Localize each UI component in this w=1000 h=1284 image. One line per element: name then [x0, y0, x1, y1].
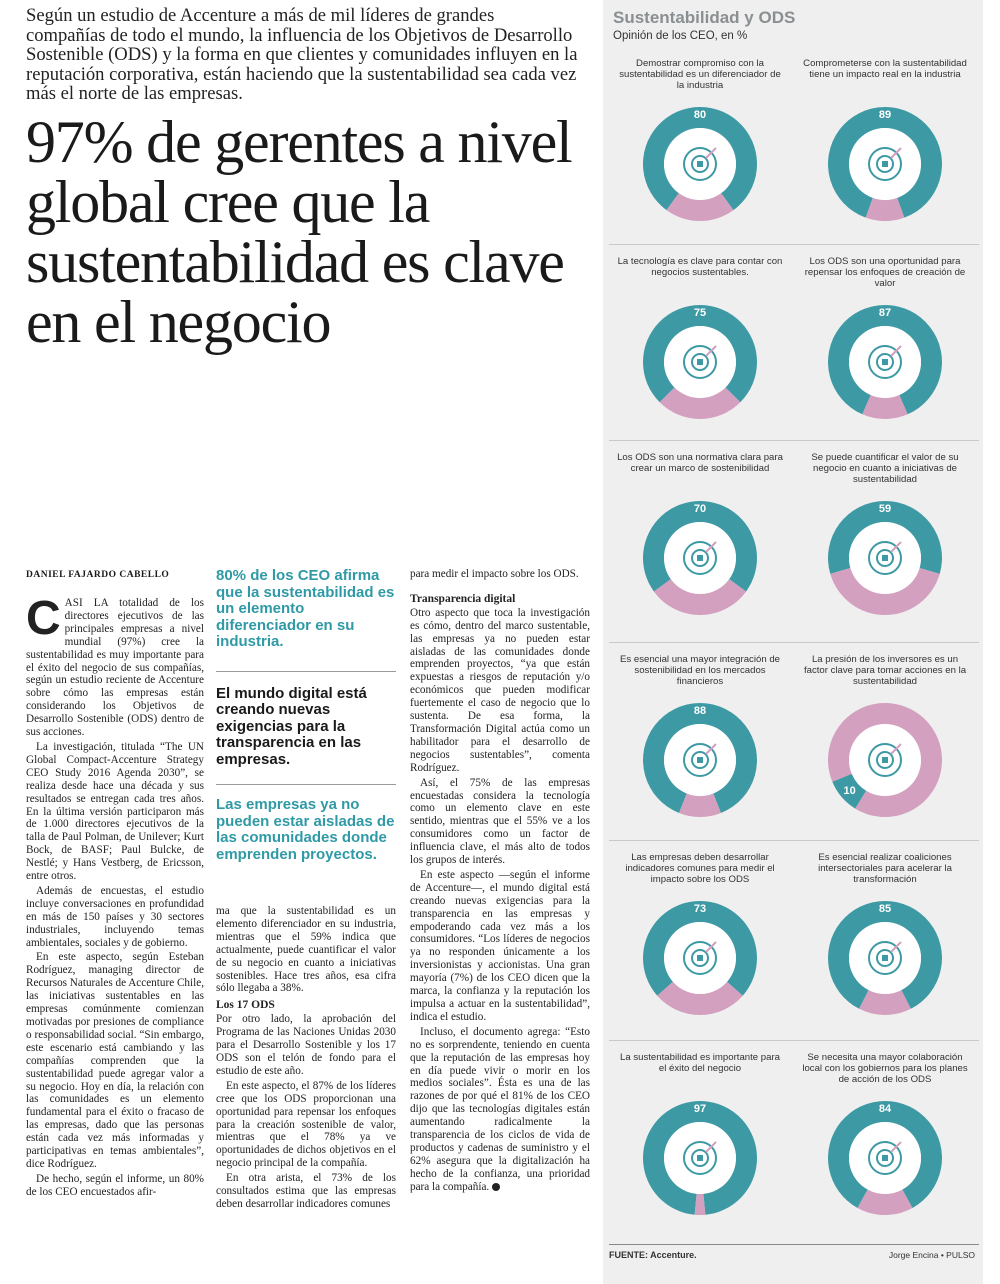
article-column-2	[216, 905, 396, 1213]
article-column-3	[410, 568, 590, 1196]
panel-caption: Es esencial una mayor integración de sostenibilidad en los mercados financieros	[620, 654, 780, 687]
divider	[216, 671, 396, 672]
paragraph: Por otro lado, la aprobación del Programa de las Naciones Unidas 2030 para el Desarrollo Sostenible y los 17 ODS son el telón de fondo para el estudio de este año.	[216, 1013, 396, 1077]
divider	[216, 784, 396, 785]
donut-panel	[615, 1044, 785, 1232]
panel-caption: Es esencial realizar coaliciones intersectoriales para acelerar la transformación	[818, 852, 952, 885]
donut-value-label: 73	[693, 903, 707, 915]
article-column-1	[26, 592, 205, 1201]
paragraph: ASI LA totalidad de los directores ejecutivos de las principales empresas a nivel mundial (97%) cree la sustentabilidad es muy importante para el éxito del negocio de sus compañías, según un estudio reciente de Accenture sobre cómo las empresas están considerando los Objetivos de Desarrollo Sostenible (ODS) dentro de sus acciones.	[26, 597, 204, 739]
donut-value-label: 70	[693, 503, 707, 515]
infographic-title: Sustentabilidad y ODS	[613, 8, 796, 27]
donut-panel	[800, 50, 970, 238]
donut-panel	[800, 248, 970, 436]
panel-caption: Comprometerse con la sustentabilidad tiene un impacto real en la industria	[803, 58, 967, 80]
donut-value-label: 85	[878, 903, 892, 915]
pull-quote-3: Las empresas ya no pueden estar aisladas de las comunidades donde emprenden proyectos.	[216, 796, 395, 863]
paragraph	[410, 1026, 590, 1194]
donut-panel	[800, 646, 970, 834]
divider	[609, 642, 979, 643]
donut-chart	[640, 104, 760, 224]
donut-panel	[800, 1044, 970, 1232]
donut-chart	[640, 498, 760, 618]
paragraph: En este aspecto —según el informe de Accenture—, el mundo digital está creando nuevas exigencias para la transparencia en las empresas y empoderando cada vez más a los consumidores. “Los líderes de negocios ya no responden únicamente a los inversionistas y accionistas. Una gran mayoría (7%) de los CEO dicen que la marca, la confianza y la reputación los impulsa a actuar en la sustentabilidad”, indica el estudio.	[410, 868, 590, 1023]
panel-caption: Se puede cuantificar el valor de su negocio en cuanto a iniciativas de sustentabilidad	[811, 452, 959, 485]
donut-value-label: 75	[693, 307, 707, 319]
infographic-subtitle: Opinión de los CEO, en %	[613, 30, 748, 42]
divider	[609, 1244, 979, 1245]
donut-value-label: 87	[878, 307, 892, 319]
paragraph: ma que la sustentabilidad es un elemento diferenciador en su industria, mientras que el 59% indica que actualmente, puede cuantificar el valor de su negocio en cuanto a iniciativas sostenibles. Hace tres años, esa cifra sólo llegaba a 38%.	[216, 905, 396, 995]
donut-value-label: 10	[843, 785, 856, 798]
paragraph: Así, el 75% de las empresas encuestadas considera la tecnología como un elemento clave en este sentido, mientras que el 55% ve a los consumidores como un factor de influencia clave, el más alto de todos los grupos de interés.	[410, 776, 590, 867]
paragraph: para medir el impacto sobre los ODS.	[410, 568, 579, 580]
credit-note: Jorge Encina • PULSO	[888, 1250, 975, 1260]
paragraph: De hecho, según el informe, un 80% de los CEO encuestados afir-	[26, 1172, 204, 1198]
donut-value-label: 59	[878, 503, 892, 515]
donut-chart	[825, 498, 945, 618]
donut-chart	[825, 700, 945, 820]
donut-chart	[825, 302, 945, 422]
donut-chart	[825, 104, 945, 224]
paragraph: Además de encuestas, el estudio incluye conversaciones en profundidad en más de 150 países y 30 sectores industriales, incluyendo temas ambientales, sociales y de gobierno.	[26, 884, 204, 949]
drop-cap: C	[26, 592, 61, 645]
donut-panel	[615, 844, 785, 1032]
paragraph: En este aspecto, según Esteban Rodríguez, managing director de Recursos Naturales de Accenture Chile, las iniciativas sustentables en las empresas comúnmente comienzan motivadas por presiones de compliance o responsabilidad social. “Sin embargo, este escenario está cambiando y las compañías comprenden que la sustentabilidad puede agregar valor a su negocio. Hoy en día, la relación con las comunidades es un elemento fundamental para el éxito o fracaso de las empresas, dado que las personas están cada vez más informadas y participativas en temas ambientales”, dice Rodríguez.	[26, 951, 205, 1170]
donut-value-label: 88	[693, 705, 707, 717]
panel-caption: Los ODS son una oportunidad para repensar los enfoques de creación de valor	[804, 256, 966, 289]
article-byline: DANIEL FAJARDO CABELLO	[26, 570, 170, 580]
panel-caption: La sustentabilidad es importante para el éxito del negocio	[620, 1052, 780, 1074]
divider	[609, 840, 979, 841]
donut-chart	[825, 1098, 945, 1218]
divider	[609, 440, 979, 441]
panel-caption: Los ODS son una normativa clara para crear un marco de sostenibilidad	[617, 452, 783, 474]
donut-value-label: 80	[693, 109, 707, 121]
donut-panel	[615, 248, 785, 436]
infographic	[603, 0, 983, 1284]
panel-caption: Se necesita una mayor colaboración local con los gobiernos para los planes de acción de los ODS	[802, 1052, 968, 1085]
donut-chart	[640, 700, 760, 820]
donut-chart	[640, 898, 760, 1018]
donut-value-label: 89	[878, 109, 892, 121]
paragraph: En otra arista, el 73% de los consultados estima que las empresas deben desarrollar indicadores comunes	[216, 1172, 396, 1210]
section-heading: Los 17 ODS	[216, 999, 275, 1012]
donut-chart	[640, 1098, 760, 1218]
section-heading: Transparencia digital	[410, 592, 516, 605]
article-headline: 97% de gerentes a nivel global cree que la sustentabilidad es clave en el negocio	[26, 109, 572, 355]
donut-panel	[615, 444, 785, 632]
pull-quote-1: 80% de los CEO afirma que la sustentabilidad es un elemento diferenciador en su industria.	[216, 567, 395, 650]
paragraph: La investigación, titulada “The UN Global Compact-Accenture Strategy CEO Study 2016 Agenda 2030”, se realiza desde hace una década y sus resultados se entregan cada tres años. En la última versión participaron más de 1.000 directores ejecutivos de la talla de Paul Polman, de Unilever; Kurt Bock, de BASF; Paul Bulcke, de Nestlé; y Hans Vestberg, de Ericsson, entre otros.	[26, 740, 204, 883]
panel-caption: La tecnología es clave para contar con negocios sustentables.	[617, 256, 783, 278]
donut-value-label: 84	[878, 1103, 892, 1115]
paragraph-text: Incluso, el documento agrega: “Esto no es sorprendente, teniendo en cuenta que la reputación de las empresas hoy en día puede vivir o morir en los medios sociales”. Ésta es una de las razones de por qué el 81% de los CEO dijo que las tecnologías digitales están aumentando radicalmente la transparencia de los ciclos de vida de productos y cadenas de suministro y el 62% asegura que la digitalización ha hecho de la confianza, una prioridad para la compañía.	[410, 1025, 590, 1193]
pull-quote-2: El mundo digital está creando nuevas exigencias para la transparencia en las empresas.	[216, 684, 367, 768]
donut-panel	[800, 844, 970, 1032]
donut-panel	[800, 444, 970, 632]
donut-value-label: 97	[693, 1103, 707, 1115]
donut-panel	[615, 646, 785, 834]
source-note: FUENTE: Accenture.	[609, 1250, 697, 1260]
donut-chart	[640, 302, 760, 422]
donut-secondary-segment	[862, 395, 907, 419]
article-lede: Según un estudio de Accenture a más de mil líderes de grandes compañías de todo el mundo, la influencia de los Objetivos de Desarrollo Sostenible (ODS) y la forma en que clientes y comunidades influyen en la reputación corporativa, están haciendo que la sustentabilidad sea cada vez más el norte de las empresas.	[26, 5, 578, 104]
divider	[609, 1040, 979, 1041]
end-mark-icon	[492, 1183, 500, 1191]
pull-quotes	[216, 568, 396, 863]
panel-caption: Demostrar compromiso con la sustentabilidad es un diferenciador de la industria	[619, 58, 781, 91]
donut-panel	[615, 50, 785, 238]
divider	[609, 244, 979, 245]
panel-caption: Las empresas deben desarrollar indicadores comunes para medir el impacto sobre los ODS	[625, 852, 775, 885]
paragraph: En este aspecto, el 87% de los líderes cree que los ODS proporcionan una oportunidad para repensar los enfoques para la creación sostenible de valor, mientras que el 78% ya ve oportunidades de dichos objetivos en el negocio principal de la compañía.	[216, 1079, 396, 1170]
donut-chart	[825, 898, 945, 1018]
paragraph: Otro aspecto que toca la investigación es cómo, dentro del marco sustentable, las empresas ya no pueden estar aisladas de las comunidades donde emprenden proyectos, “ya que están expuestas a riesgos de reputación y/o económicos que pueden modificar fuertemente el caso de negocio que lo sustenta. De esa forma, la Transformación Digital actúa como un habilitador para el desarrollo de negocios sustentables”, comenta Rodríguez.	[410, 606, 590, 774]
panel-caption: La presión de los inversores es un factor clave para tomar acciones en la sustentabilidad	[803, 654, 967, 687]
